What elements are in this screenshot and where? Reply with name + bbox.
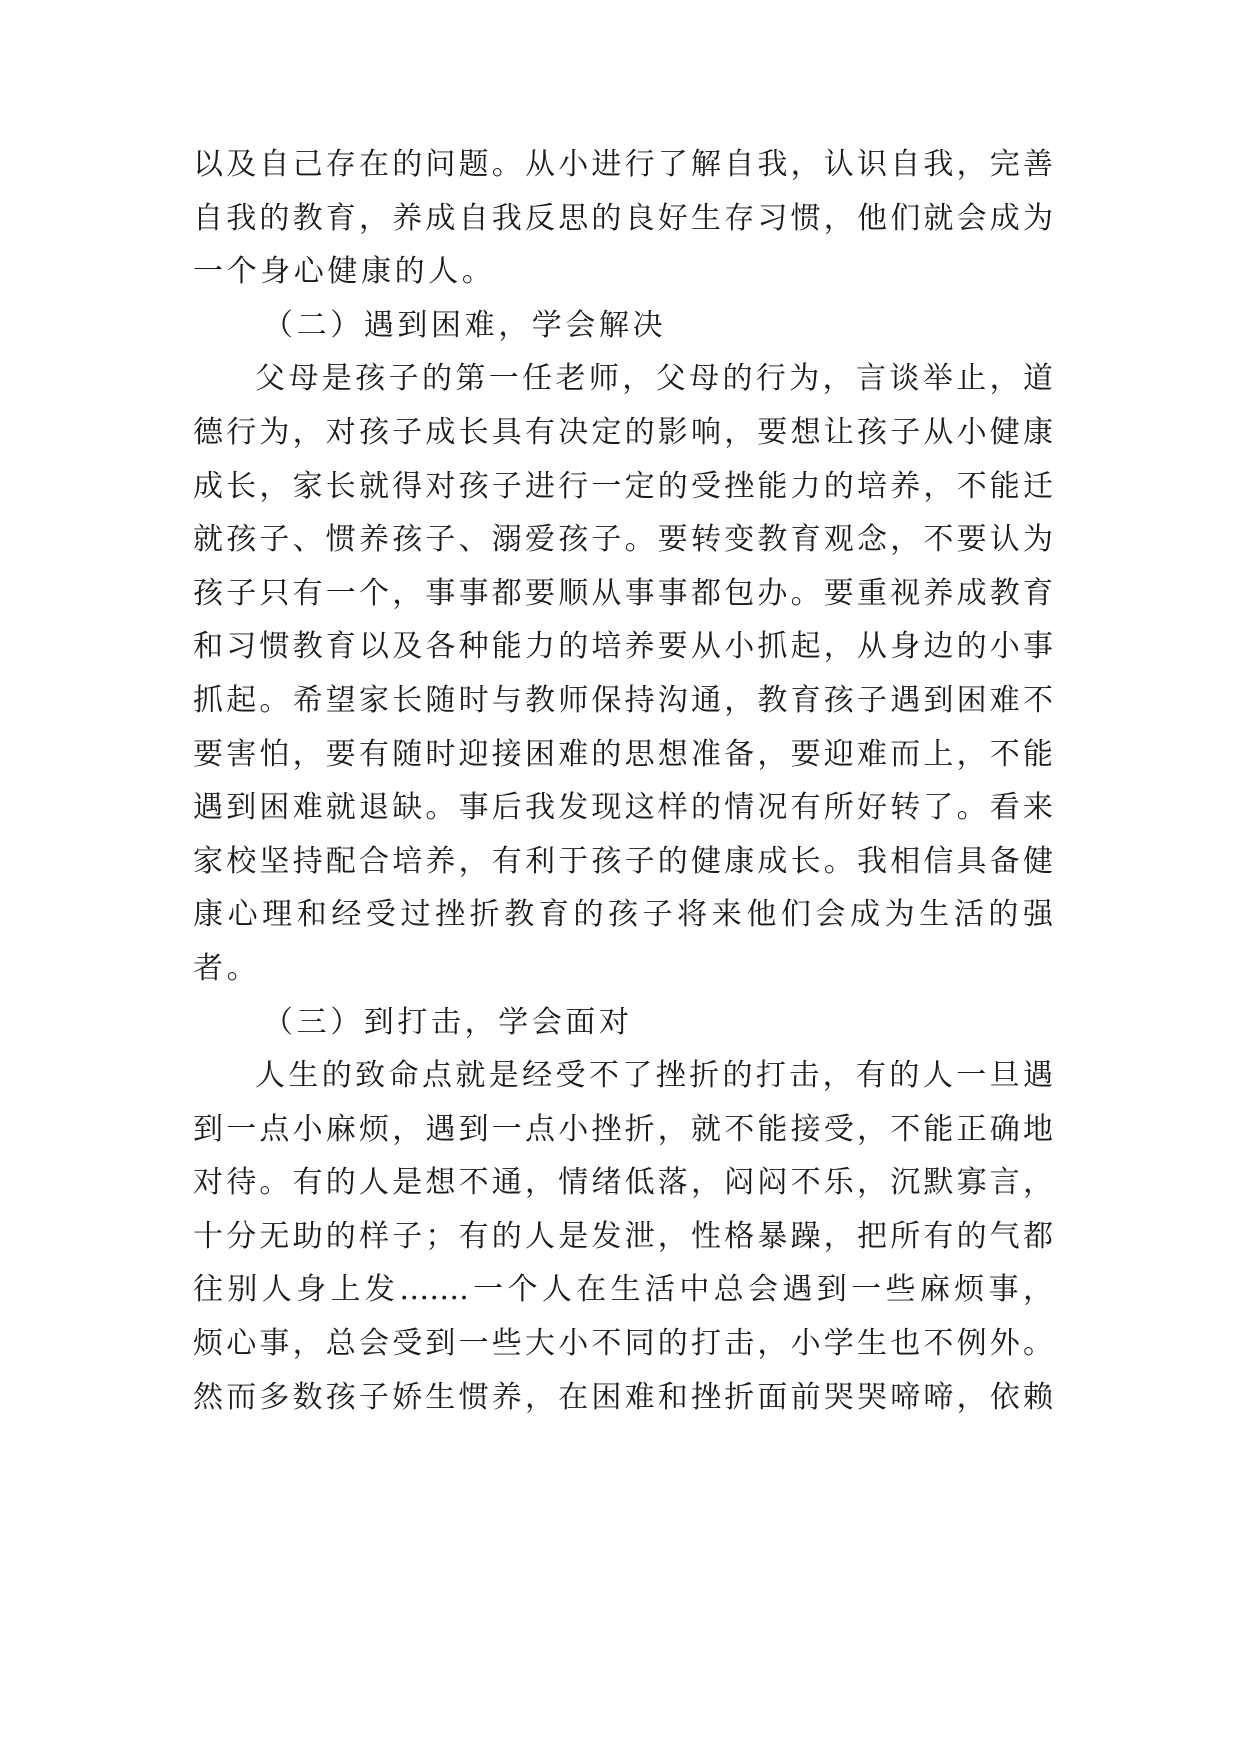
text-line: 往别人身上发…….一个人在生活中总会遇到一些麻烦事， (193, 1272, 1053, 1308)
text-line: 父母是孩子的第一任老师，父母的行为，言谈举止，道 (255, 361, 1053, 397)
body-text (193, 138, 1053, 1424)
text-line: 以及自己存在的问题。从小进行了解自我，认识自我，完善 (193, 147, 1053, 182)
text-line: 十分无助的样子；有的人是发泄，性格暴躁，把所有的气都 (193, 1218, 1053, 1254)
text-line: 抓起。希望家长随时与教师保持沟通，教育孩子遇到困难不 (193, 682, 1053, 718)
text-line: 自我的教育，养成自我反思的良好生存习惯，他们就会成为 (193, 200, 1053, 236)
text-line: 德行为，对孩子成长具有决定的影响，要想让孩子从小健康 (193, 414, 1053, 450)
section-heading: （二）遇到困难，学会解决 (263, 307, 667, 343)
text-line: 孩子只有一个，事事都要顺从事事都包办。要重视养成教育 (193, 575, 1053, 611)
text-line: 要害怕，要有随时迎接困难的思想准备，要迎难而上，不能 (193, 736, 1053, 772)
text-line: 家校坚持配合培养，有利于孩子的健康成长。我相信具备健 (193, 843, 1053, 879)
text-line: 对待。有的人是想不通，情绪低落，闷闷不乐，沉默寡言， (193, 1165, 1053, 1201)
text-line: 遇到困难就退缺。事后我发现这样的情况有所好转了。看来 (193, 790, 1053, 826)
text-line: 成长，家长就得对孩子进行一定的受挫能力的培养，不能迁 (193, 468, 1053, 504)
text-line: 烦心事，总会受到一些大小不同的打击，小学生也不例外。 (193, 1326, 1053, 1362)
text-line: 人生的致命点就是经受不了挫折的打击，有的人一旦遇 (255, 1058, 1053, 1094)
text-line: 和习惯教育以及各种能力的培养要从小抓起，从身边的小事 (193, 629, 1053, 665)
text-line: 就孩子、惯养孩子、溺爱孩子。要转变教育观念，不要认为 (193, 522, 1053, 558)
text-line: 然而多数孩子娇生惯养，在困难和挫折面前哭哭啼啼，依赖 (193, 1379, 1053, 1415)
text-line: 者。 (193, 950, 261, 986)
text-line: 到一点小麻烦，遇到一点小挫折，就不能接受，不能正确地 (193, 1111, 1053, 1147)
text-line: 一个身心健康的人。 (193, 254, 496, 290)
text-line: 康心理和经受过挫折教育的孩子将来他们会成为生活的强 (193, 897, 1053, 933)
section-heading: （三）到打击，学会面对 (263, 1004, 633, 1040)
